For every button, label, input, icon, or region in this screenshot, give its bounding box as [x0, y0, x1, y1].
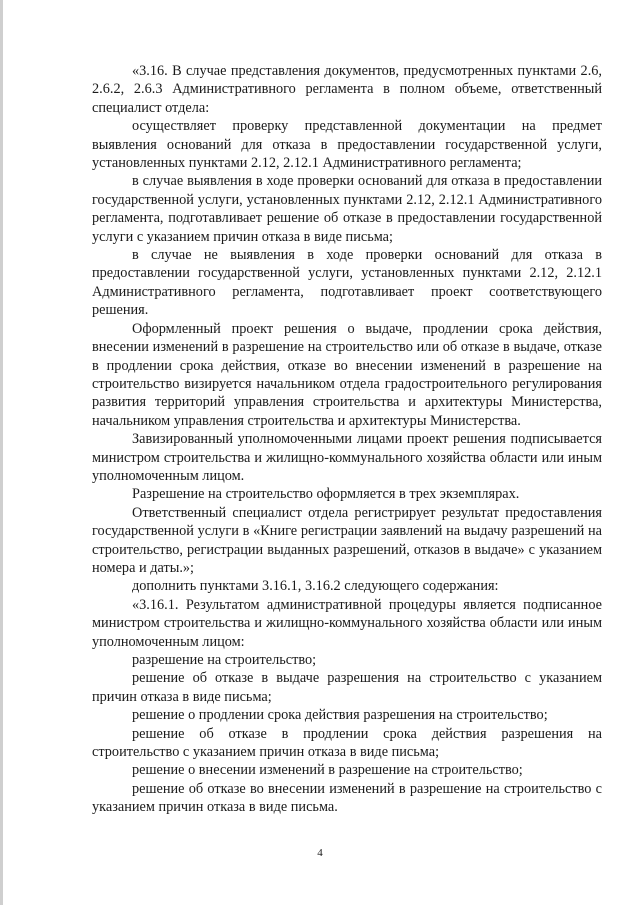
page-number: 4 [317, 847, 323, 859]
document-body [92, 62, 602, 817]
list-item: разрешение на строительство; [132, 652, 317, 668]
list-item: решение о внесении изменений в разрешение на строительство; [132, 762, 523, 779]
paragraph-registration: Ответственный специалист отдела регистрирует результат предоставления государственной услуги в «Книге регистрации заявлений на выдачу разрешений на строительство, регистрации выданных разрешений, отказов в выдаче» с указанием номера и даты.»; [92, 504, 602, 576]
list-item: решение о продлении срока действия разрешения на строительство; [132, 707, 548, 724]
paragraph-copies: Разрешение на строительство оформляется в трех экземплярах. [132, 486, 520, 503]
paragraph-3-16-1: «3.16.1. Результатом административной процедуры является подписанное министром строительства и жилищно-коммунального хозяйства области или иным уполномоченным лицом: [92, 596, 602, 650]
list-item: решение об отказе в продлении срока действия разрешения на строительство с указанием причин отказа в виде письма; [92, 725, 602, 761]
paragraph-no-grounds: в случае не выявления в ходе проверки оснований для отказа в предоставлении государственной услуги, установленных пунктами 2.12, 2.12.1 Административного регламента, подготавливает проект соответствующего решения. [92, 247, 602, 319]
paragraph-signing: Завизированный уполномоченными лицами проект решения подписывается министром строительства и жилищно-коммунального хозяйства области или иным уполномоченным лицом. [92, 431, 602, 484]
paragraph-3-16: «3.16. В случае представления документов, предусмотренных пунктами 2.6, 2.6.2, 2.6.3 Административного регламента в полном объеме, ответственный специалист отдела: [92, 63, 602, 116]
paragraph-draft-approval: Оформленный проект решения о выдаче, продлении срока действия, внесении изменений в разрешение на строительство или об отказе в выдаче, отказе в продлении срока действия, отказе во внесении изменений в разрешение на строительство визируется начальником отдела градостроительного регулирования развития территорий управления строительства и архитектуры Министерства, начальником управления строительства и архитектуры Министерства. [92, 320, 602, 429]
paragraph-supplement: дополнить пунктами 3.16.1, 3.16.2 следующего содержания: [132, 578, 499, 595]
paragraph-check: осуществляет проверку представленной документации на предмет выявления оснований для отказа в предоставлении государственной услуги, установленных пунктами 2.12, 2.12.1 Административного регламента; [92, 118, 602, 172]
paragraph-refusal-grounds: в случае выявления в ходе проверки оснований для отказа в предоставлении государственной услуги, установленных пунктами 2.12, 2.12.1 Административного регламента, подготавливает решение об отказе в предоставлении государственной услуги с указанием причин отказа в виде письма; [92, 173, 602, 245]
list-item: решение об отказе во внесении изменений в разрешение на строительство с указанием причин отказа в виде письма. [92, 780, 602, 816]
list-item: решение об отказе в выдаче разрешения на строительство с указанием причин отказа в виде письма; [92, 670, 602, 705]
scan-edge [0, 0, 3, 905]
